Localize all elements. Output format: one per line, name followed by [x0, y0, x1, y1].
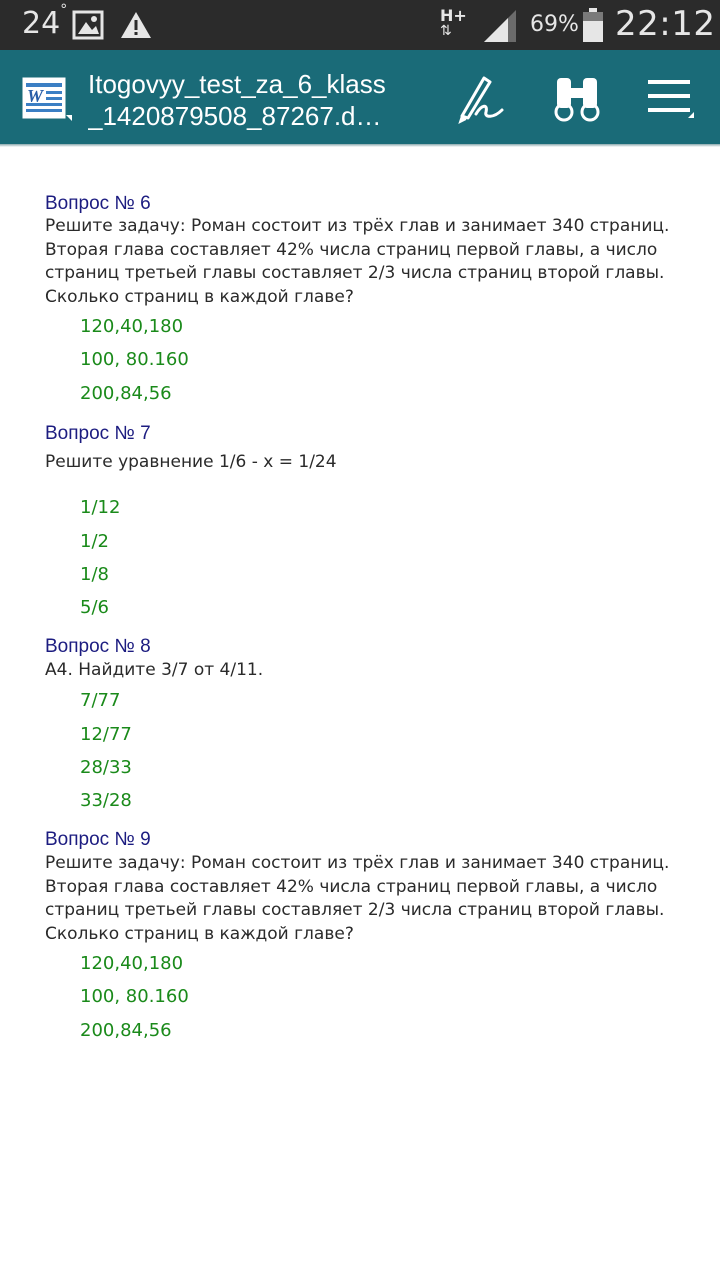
answer-option: 100, 80.160 — [80, 349, 189, 370]
pen-icon[interactable] — [454, 74, 508, 124]
clock: 22:12 — [615, 4, 716, 44]
question-text: Решите задачу: Роман состоит из трёх глав и занимает 340 страниц. Вторая глава составляет 42% числа страниц первой главы, а число страниц третьей главы составляет 2/3 числа страниц второй главы. Сколько страниц в каждой главе? — [45, 853, 670, 944]
answer-option: 33/28 — [80, 790, 132, 811]
document-title-line2: _1420879508_87267.d… — [88, 101, 382, 131]
toolbar-shadow — [0, 144, 720, 147]
binoculars-icon[interactable] — [551, 74, 603, 124]
gallery-icon — [72, 10, 104, 40]
app-toolbar — [0, 50, 720, 144]
answer-option: 200,84,56 — [80, 1020, 172, 1041]
document-title-line1: Itogovyy_test_za_6_klass — [88, 69, 386, 99]
document-title — [88, 68, 428, 132]
answer-option: 1/8 — [80, 564, 109, 585]
question-title: Вопрос № 9 — [45, 829, 151, 850]
answer-option: 7/77 — [80, 690, 121, 711]
menu-icon[interactable] — [646, 74, 696, 124]
signal-icon — [482, 10, 518, 42]
question-text: Решите уравнение 1/6 - x = 1/24 — [45, 452, 337, 472]
answer-option: 100, 80.160 — [80, 986, 189, 1007]
temperature-value: 24 — [22, 6, 61, 41]
question-title: Вопрос № 8 — [45, 636, 151, 657]
word-doc-icon[interactable] — [20, 75, 72, 123]
svg-text:W: W — [27, 86, 44, 106]
answer-option: 1/2 — [80, 531, 109, 552]
degree-sign: ° — [60, 2, 68, 18]
answer-option: 120,40,180 — [80, 316, 184, 337]
question-text: A4. Найдите 3/7 от 4/11. — [45, 660, 264, 680]
network-type-label: H+ — [440, 6, 467, 25]
weather-temperature — [22, 2, 68, 41]
answer-option: 120,40,180 — [80, 953, 184, 974]
question-title: Вопрос № 6 — [45, 193, 151, 214]
battery-icon — [582, 8, 604, 42]
network-type-icon: H+ ⇅ — [440, 6, 467, 39]
answer-option: 200,84,56 — [80, 383, 172, 404]
battery-percent: 69% — [530, 12, 579, 37]
answer-option: 12/77 — [80, 724, 132, 745]
answer-option: 28/33 — [80, 757, 132, 778]
answer-option: 5/6 — [80, 597, 109, 618]
answer-option: 1/12 — [80, 497, 121, 518]
question-title: Вопрос № 7 — [45, 423, 151, 444]
question-text: Решите задачу: Роман состоит из трёх глав и занимает 340 страниц. Вторая глава составляет 42% числа страниц первой главы, а число страниц третьей главы составляет 2/3 числа страниц второй главы. Сколько страниц в каждой главе? — [45, 216, 670, 307]
warning-icon — [120, 10, 152, 40]
status-bar — [0, 0, 720, 50]
